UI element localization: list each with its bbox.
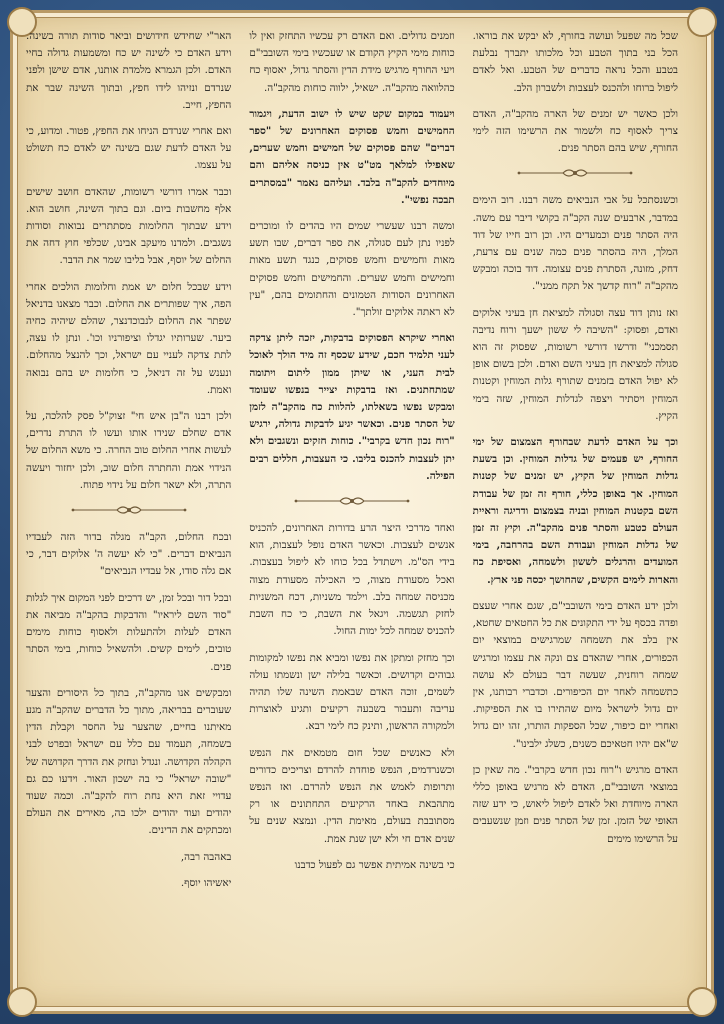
paragraph: ולכן רבנו ה"בן איש חי" זצוק"ל פסק להלכה, על אדם שחלם שנידו אותו ועשו לו התרת נדרים, לעשות אחרי החלום טוב החרה. כי משא החלום של הנידוי אמת והחתרה חלום שוב, ולכן יחזור ויעשה התרה, ולא ישאר חלום על נידוי פתוח. bbox=[26, 410, 232, 491]
paragraph: וכך מחזק ומתקן את נפשו ומביא את נפשו למקומות גבוהים וקדושים. וכאשר בלילה ישן ונשמתו עולה לשמים, זוכה האדם שבאמת השינה שלו תהיה עריבה ותעבור בשבעה רקיעים ותגיע לאוצרות ולמקורה הראשון, ותינק כח לימי רבא. bbox=[249, 651, 455, 733]
paragraph: כי בשינה אמיתית אפשר גם לפעול כדבנו bbox=[294, 858, 455, 871]
paragraph: ומבקשים אנו מהקב"ה, בתוך כל היסורים והצער שעוברים בבריאה, מתוך כל הדברים שהקב"ה מגע מאיתנו בחיים, שהצער על החסר וקבלת הדין בשמחה, תעמוד עם כלל עם ישראל ובפרט לבני הקהלה הקדושה. ונגדל ונחזק את הדרך הקדושה של "שובה ישראל" כי בה ישכון האור. וידעו כם גם עדויי זאת היא נחת רוח להקב"ה. וכמה שעוד יהודים ועוד יהודים ילכו בה, מאירים את העולם ומכתקים את הדינים. bbox=[26, 686, 232, 837]
paragraph: ולכן ידע האדם בימי השובבי"ם, שגם אחרי שעצם ופדה בכסף על ידי התקונים את כל החטאים שחטא, אין בלב את תשמחה שמרגישים במוצאי יום הכפורים, אחרי שהאדם צם ונקה את עצמו ומרגיש שמחה רוחנית, שעשה דבר בעולם לא עושה כתשמחה לאחר יום הכיפורים. וכדברי רבותנו, אין יום גדול לישראל מיום שהתירו בו את הספיקות. ואחרי יום כיפור, שכל הספקות הותרו, זהו יום גדול ש"אם יהיו חטאיכם כשנים, כשלג ילבינו". bbox=[472, 599, 678, 750]
ornament-divider bbox=[26, 503, 231, 517]
paragraph: יאשיהו יוסף. bbox=[180, 876, 232, 889]
paragraph: ולא כאנשים שכל חום מטמאים את הנפש וכשנרדמים, הנפש פוחדת להרדם וצריכים כדורים ותרופות לאמש את הנפש להרדם. ואז הנפש מתהבאת באחד הרקיעים התחתונים או רק מסתובבת בעולם, מאימת הדין. ונמצא שנים על שנים אדם חי ולא ישן שנת אמת. bbox=[249, 746, 455, 845]
ornament-divider bbox=[473, 166, 678, 180]
flourish-icon bbox=[515, 166, 635, 180]
paragraph: ואחרי שיקרא הפסוקים בדבקות, יזכה ליתן צדקה לעני תלמיד חכם, שידע שכסף זה מיד הולך לאוכל לבית העני, או שיתן ממון ליתום ויתומה שמתחתנים. ואז בדבקות יצייר בנפשו שעומד ומבקש נפשו בשאלתו, להלוות כח מהקב"ה לזמן של הסתר פנים. וכאשר יגיע לדבקות גדולה, ירגיש "רוח נכון חדש בקרבי". כוחות חזקים ונשגבים ולא יתן לעצבות להכנס בליבו. כי העצבות, חללים רבים הפילה. bbox=[249, 332, 455, 482]
paragraph: האדם מרגיש ו"רוח נכון חדש בקרבי". מה שאין כן במוצאי השובבי"ם, האדם לא מרגיש באופן כללי הארה מיוחדת ואל לאדם ליפול ליאוש, כי ידע שזה האופי של הזמן. זמן של הסתר פנים וזמן שנשעבים על הרשימו מימים bbox=[472, 763, 678, 845]
paragraph: ואז נותן דוד עצה וסגולה למציאת חן בעיני אלוקים ואדם, ופסוק: "השיבה לי ששון ישעך ורוח נדיבה תסמכני" ודרשו דורשי רשומות, שפסוק זה הוא סגולה למציאת חן בעיני השם ואדם. ולכן בשום אופן לא יפול האדם בזמנים שתורף גלות המוחין וקטנות המוחין ויסתיר ויצפה לגדלות המוחין, שזה בימי הקיץ. bbox=[472, 306, 678, 422]
paragraph: ומשה רבנו שעשרי שמים היו בהדים לו ומוכרים לפניו נתן לעם סגולה, את ספר דברים, שבו תשע מאות וחמישים וחמש פסוקים, כנגד תשע מאות וחמישים וחמש שערים. והחמישים וחמש פסוקים האחרונים הסודות הטמונים והחתומים בהם, "עין לא ראתה אלוקים זולתך". bbox=[249, 220, 455, 319]
corner-ornament bbox=[7, 987, 37, 1017]
paragraph: וכך על האדם לדעת שבחורף הצמצום של ימי החורף, יש פעמים של גדלות המוחין. וכן בשעת גדלות המוחין של הקיץ, יש זמנים של קטנות המוחין. אך באופן כללי, חורף זה זמן של עבודת השם בקטנות המוחין ובניה בצמצום ודריגה וראיית העולם כטבע והסתר פנים מהקב"ה. וקיץ זה זמן של גדלות המוחין ועבודת השם בהרחבה, בימי המועדים והרגלים לששון ולשמחה, ואסיפת כח והארות לימים הקשים, שהחושך יכסה פני ארץ. bbox=[472, 436, 678, 586]
paragraph: האר"י שחידש חידושים וביאר סודות תורה בשינה. וידע האדם כי לשינה יש כח ומשמעות גדולה בחיי האדם. ולכן הגמרא מלמדת אותנו, אדם שישן ולפני שנרדם ונזיהו לידו חפץ, ובתוך השינה שבר את החפץ, חייב. bbox=[26, 30, 232, 111]
paragraph: ובכל דור ובכל זמן, יש דרכים לפני המקום איך לגלות "סוד השם ליראיו" והדבקות בהקב"ה מביאה את האדם לעלות ולהתעלות ולאסוף כוחות מימים טובים, לימים קשים. ולהשאיל כוחות, בימי הסתר פנים. bbox=[26, 591, 232, 673]
flourish-icon bbox=[69, 503, 189, 517]
paragraph: ויעמוד במקום שקט שיש לו ישוב הדעת, ויגמור החמישים וחמש פסוקים האחרונים של "ספר דברים" שהם פסוקים של חמישים וחמש שערים, שאפילו למלאך מט"ט אין כניסה אליהם והם מיוחדים להקב"ה בלבד. ועליהם נאמר "במסתרים תבכה נפשי". bbox=[249, 107, 455, 206]
flourish-icon bbox=[292, 494, 412, 508]
paragraph: באהבה רבה, bbox=[180, 850, 232, 863]
corner-ornament bbox=[687, 987, 717, 1017]
paragraph: וכבר אמרו דורשי רשומות, שהאדם חושב שישים אלף מחשבות ביום. וגם בתוך השינה, חושב הוא. וידע שבתוך החלומות מסתתרים נבואות וסודות נשגבים. ולמדנו מיעקב אבינו, שכלפי חוץ דחה את החלום של יוסף, אבל בליבו שמר את הדבר. bbox=[26, 185, 232, 267]
corner-ornament bbox=[687, 7, 717, 37]
column-1 bbox=[473, 28, 678, 978]
paragraph: וכשנסתכל על אבי הנביאים משה רבנו. רוב הימים במדבר, ארבעים שנה הקב"ה בקושי דיבר עם משה. היה הסתר פנים וכמעדים היו. וכן רוב חייו של דוד המלך, היה בהסתר פנים כמה שנים עם צרעת, דחק, מזונה, הסתרת פנים עצומה. דוד בוכה ומבקש מהקב"ה "רוח קדשך אל תקח ממני". bbox=[472, 194, 678, 293]
text-columns bbox=[26, 28, 678, 978]
paragraph: ואם אחרי שנרדם הניחו את החפץ, פטור. ומדוע, כי על האדם לדעת שגם בשינה יש לאדם כח תשולט על עצמו. bbox=[26, 125, 232, 172]
column-3 bbox=[26, 28, 231, 978]
paragraph: וזמנים גדולים. ואם האדם רק עכשיו התחזק ואין לו כוחות מימי הקיץ הקודם או שעכשיו בימי השובבי"ם ויעי החורף מרגיש מידת הדין והסתר גדול, יאסוף כח כהלוואה מהקב"ה. ישאיל, ילווה כוחות מהקב"ה. bbox=[249, 30, 455, 94]
ornament-divider bbox=[249, 494, 454, 508]
paragraph: וידע שבכל חלום יש אמת וחלומות הולכים אחרי הפה, איך שפותרים את החלום. וכבר מצאנו בדניאל שפתר את החלום לנבוכדנצר, שהלם שיהיה כחיה ביער. שערותיו יגדלו וציפורניו וכו'. ונתן לו עצה, לתת צדקה לעניי עם ישראל, וכך להנצל מהחלום. ונענש על זה דניאל, כי חלומות יש בהם נבואה ואמת. bbox=[26, 280, 232, 396]
paragraph: ובכח החלום, הקב"ה מגלה בדור הזה לעבדיו הנביאים דברים. "כי לא יעשה ה' אלוקים דבר, כי אם גלה סודו, אל עבדיו הנביאים" bbox=[26, 531, 232, 578]
paragraph: שכל מה שפעל ועושה בחורף, לא יבקש את בוראו. הכל בני בתוך הטבע וכל מלכותו יתברך נבלעת בטבע והכל נראה כדברים של הטבע. ואל לאדם ליפול ברוחו ולהכנס לעצבות ולשברון הלב. bbox=[472, 30, 678, 94]
paragraph: ואחד מדרכי היצר הרע בדורות האחרונים, להכניס אנשים לעצבות. וכאשר האדם נופל לעצבות, הוא בידי הס"מ. וישתדל בכל כוחו לא ליפול בעצבות. ואכל מסעודת מצוה, כי האכילה מסעודת מצוה מכניסה שמחה בלב. וילמד משניות, דכח המשניות לחזק תגשמה. ויגאל את השבת, כי כח השבת להכניס שמחה לכל ימות החול. bbox=[249, 522, 455, 638]
paragraph: ולכן כאשר יש זמנים של הארה מהקב"ה, האדם צריך לאסוף כח ולשמור את הרשימו הזה לימי החורף, שיש בהם הסתר פנים. bbox=[472, 107, 678, 155]
column-2 bbox=[249, 28, 454, 978]
